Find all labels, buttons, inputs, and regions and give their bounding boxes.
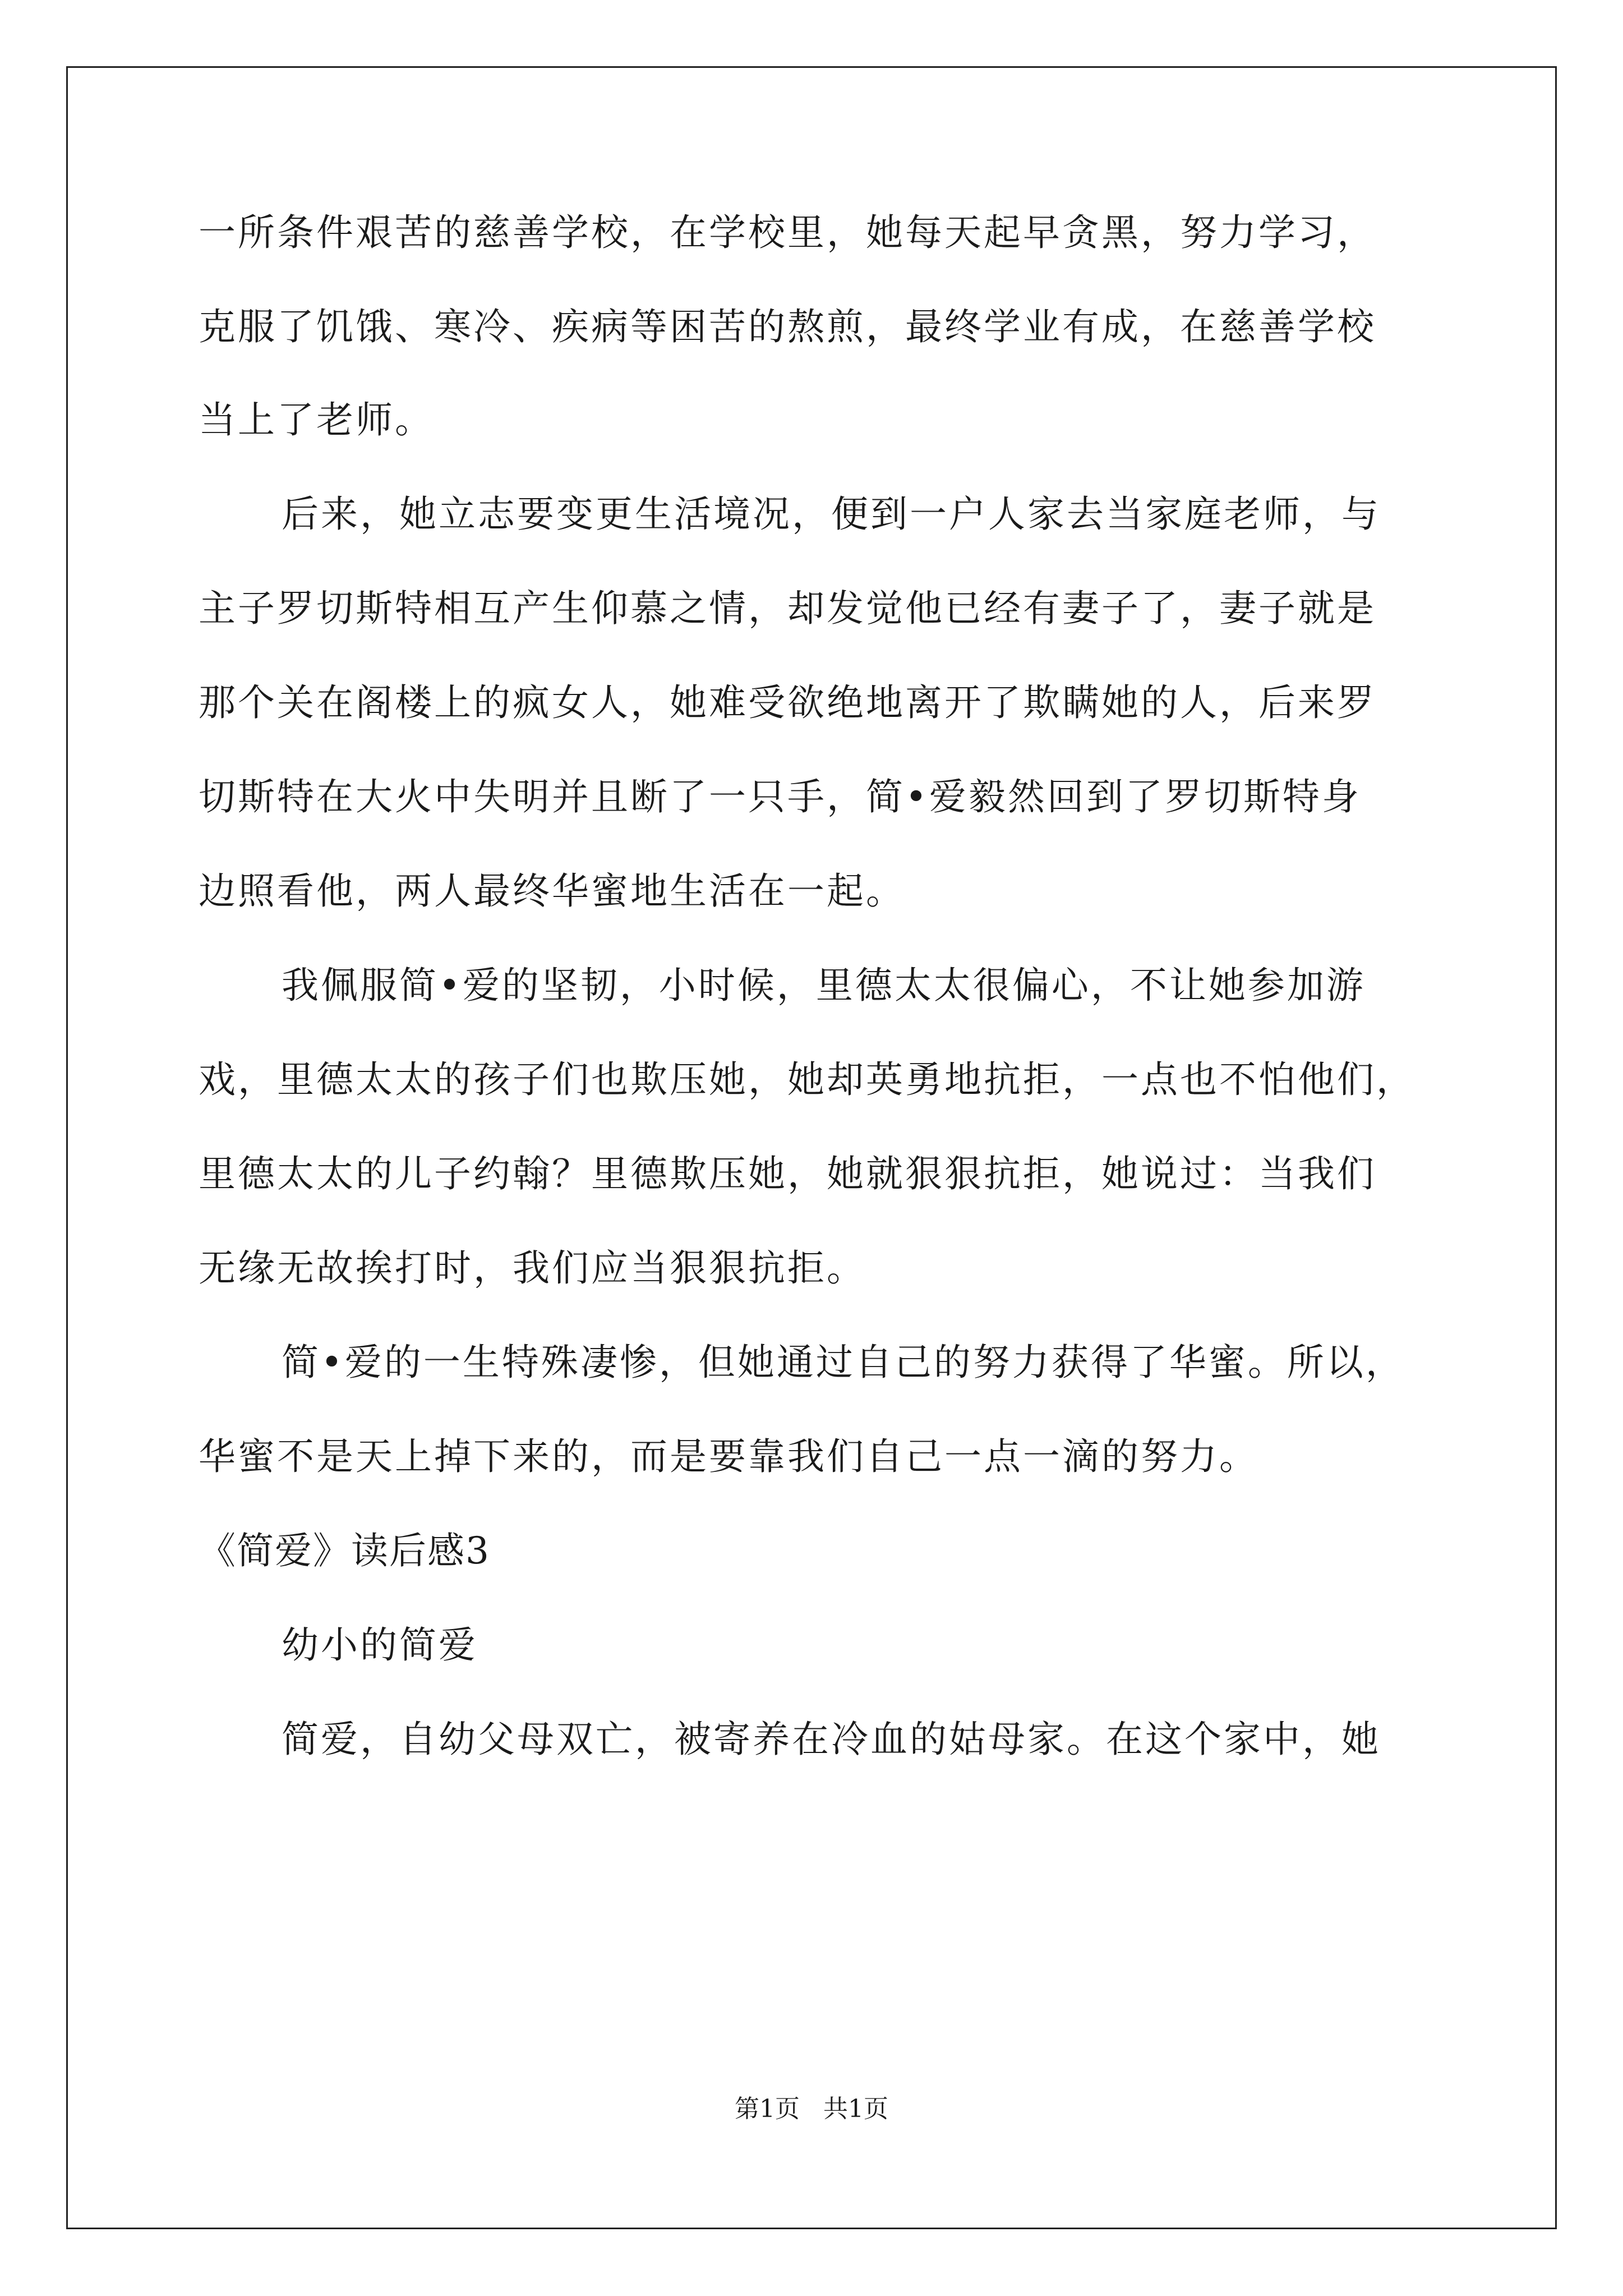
- body-line-14: 华蜜不是天上掉下来的，而是要靠我们自己一点一滴的努力。: [199, 1435, 1258, 1478]
- body-line-11: 里德太太的儿子约翰？里德欺压她，她就狠狠抗拒，她说过：当我们: [199, 1152, 1376, 1195]
- paragraph-start: 我佩服简•爱的坚韧，小时候，里德太太很偏心，不让她参加游: [282, 964, 1366, 1007]
- body-line-8: 边照看他，两人最终华蜜地生活在一起。: [199, 869, 905, 913]
- page-footer: 第1页 共1页: [735, 2095, 888, 2123]
- body-line-6: 那个关在阁楼上的疯女人，她难受欲绝地离开了欺瞒她的人，后来罗: [199, 681, 1376, 724]
- paragraph-start: 简爱，自幼父母双亡，被寄养在冷血的姑母家。在这个家中，她: [282, 1718, 1381, 1761]
- body-line-3: 当上了老师。: [199, 398, 434, 441]
- body-line-2: 克服了饥饿、寒冷、疾病等困苦的熬煎，最终学业有成，在慈善学校: [199, 305, 1376, 348]
- subheading: 幼小的简爱: [282, 1623, 478, 1667]
- body-line-5: 主子罗切斯特相互产生仰慕之情，却发觉他已经有妻子了，妻子就是: [199, 587, 1376, 630]
- page-border: [66, 66, 1557, 2229]
- body-line-7: 切斯特在大火中失明并且断了一只手，简•爱毅然回到了罗切斯特身: [199, 775, 1361, 818]
- section-heading: 《简爱》读后感3: [199, 1529, 490, 1572]
- body-line-10: 戏，里德太太的孩子们也欺压她，她却英勇地抗拒，一点也不怕他们，: [199, 1058, 1415, 1101]
- paragraph-start: 简•爱的一生特殊凄惨，但她通过自己的努力获得了华蜜。所以，: [282, 1341, 1405, 1384]
- paragraph-start: 后来，她立志要变更生活境况，便到一户人家去当家庭老师，与: [282, 493, 1381, 536]
- body-line-1: 一所条件艰苦的慈善学校，在学校里，她每天起早贪黑，努力学习，: [199, 211, 1376, 254]
- body-line-12: 无缘无故挨打时，我们应当狠狠抗拒。: [199, 1246, 866, 1290]
